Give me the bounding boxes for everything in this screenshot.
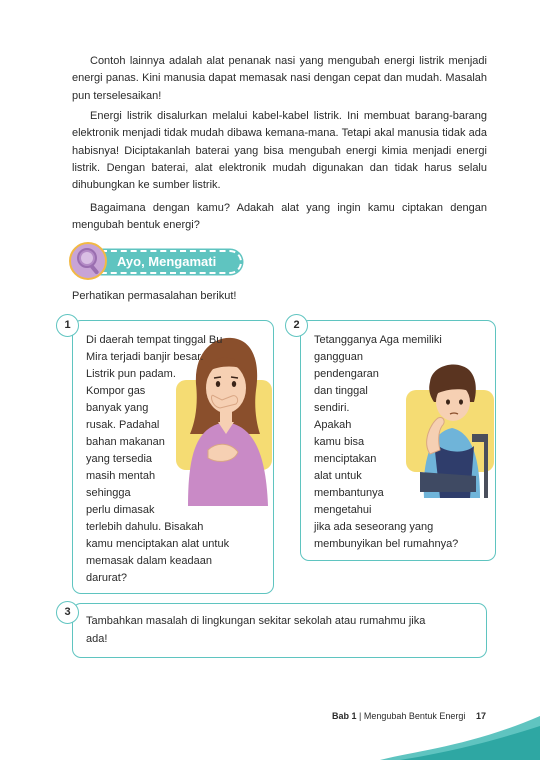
corner-wave-decoration (380, 716, 540, 760)
card-number-3: 3 (56, 601, 79, 624)
card-1-line: Di daerah tempat tinggal Bu (86, 334, 223, 346)
card-1-line: rusak. Padahal (86, 419, 160, 431)
card-2-line: Apakah (314, 419, 352, 431)
card-1-line: sehingga (86, 487, 131, 499)
paragraph-battery: Energi listrik disalurkan melalui kabel-kabel listrik. Ini membuat barang-barang elektronik menjadi tidak mudah dibawa kemana-mana. Tetapi akal manusia tidak ada habisnya! Diciptakanlah baterai yang bisa mengubah energi kimia menjadi energi listrik. Dengan baterai, alat elektronik mudah digunakan dan tidak harus selalu dihubungkan ke sumber listrik. (72, 110, 487, 192)
footer-separator: | (356, 711, 364, 721)
card-2-line: sendiri. (314, 402, 350, 414)
footer-chapter-title: Mengubah Bentuk Energi (363, 711, 466, 721)
card-2-line: alat untuk (314, 470, 362, 482)
section-heading-text: Ayo, Mengamati (117, 254, 217, 269)
card-2-line: jika ada seseorang yang (314, 521, 434, 533)
card-1-line: bahan makanan (86, 436, 165, 448)
card-1-line: Listrik pun padam. (86, 368, 176, 380)
card-2-line: mengetahui (314, 504, 372, 516)
card-number-2: 2 (285, 314, 308, 337)
card-2-line: kamu bisa (314, 436, 365, 448)
card-2-line: gangguan (314, 351, 363, 363)
card-1-line: perlu dimasak (86, 504, 155, 516)
thinking-boy-illustration (404, 362, 496, 502)
card-1-line: terlebih dahulu. Bisakah (86, 521, 204, 533)
footer-chapter-number: Bab 1 (332, 711, 357, 721)
section-heading (69, 242, 245, 282)
page-number: 17 (476, 711, 487, 721)
card-3-line: Tambahkan masalah di lingkungan sekitar sekolah atau rumahmu jika (86, 615, 426, 627)
card-2-line: menciptakan (314, 453, 377, 465)
card-1-line: kamu menciptakan alat untuk (86, 538, 230, 550)
card-2-line: pendengaran (314, 368, 379, 380)
card-1-line: darurat? (86, 572, 127, 584)
card-3-line: ada! (86, 633, 108, 645)
section-intro: Perhatikan permasalahan berikut! (72, 290, 237, 302)
magnifier-icon (69, 242, 107, 280)
card-1-line: Mira terjadi banjir besar. (86, 351, 204, 363)
paragraph-question: Bagaimana dengan kamu? Adakah alat yang ingin kamu ciptakan dengan mengubah bentuk energi? (72, 202, 487, 232)
card-1-line: Kompor gas (86, 385, 146, 397)
card-2-line: Tetangganya Aga memiliki (314, 334, 442, 346)
card-2-line: dan tinggal (314, 385, 368, 397)
paragraph-rice-cooker: Contoh lainnya adalah alat penanak nasi yang mengubah energi listrik menjadi energi panas. Kini manusia dapat memasak nasi dengan cepat dan mudah. Masalah pun terselesaikan! (72, 55, 487, 102)
card-1-line: masih mentah (86, 470, 156, 482)
card-2-line: membantunya (314, 487, 384, 499)
card-1-line: yang tersedia (86, 453, 153, 465)
card-1-line: memasak dalam keadaan (86, 555, 212, 567)
card-2-line: membunyikan bel rumahnya? (314, 538, 459, 550)
card-1-line: banyak yang (86, 402, 149, 414)
card-number-1: 1 (56, 314, 79, 337)
problem-card-3 (72, 603, 487, 658)
